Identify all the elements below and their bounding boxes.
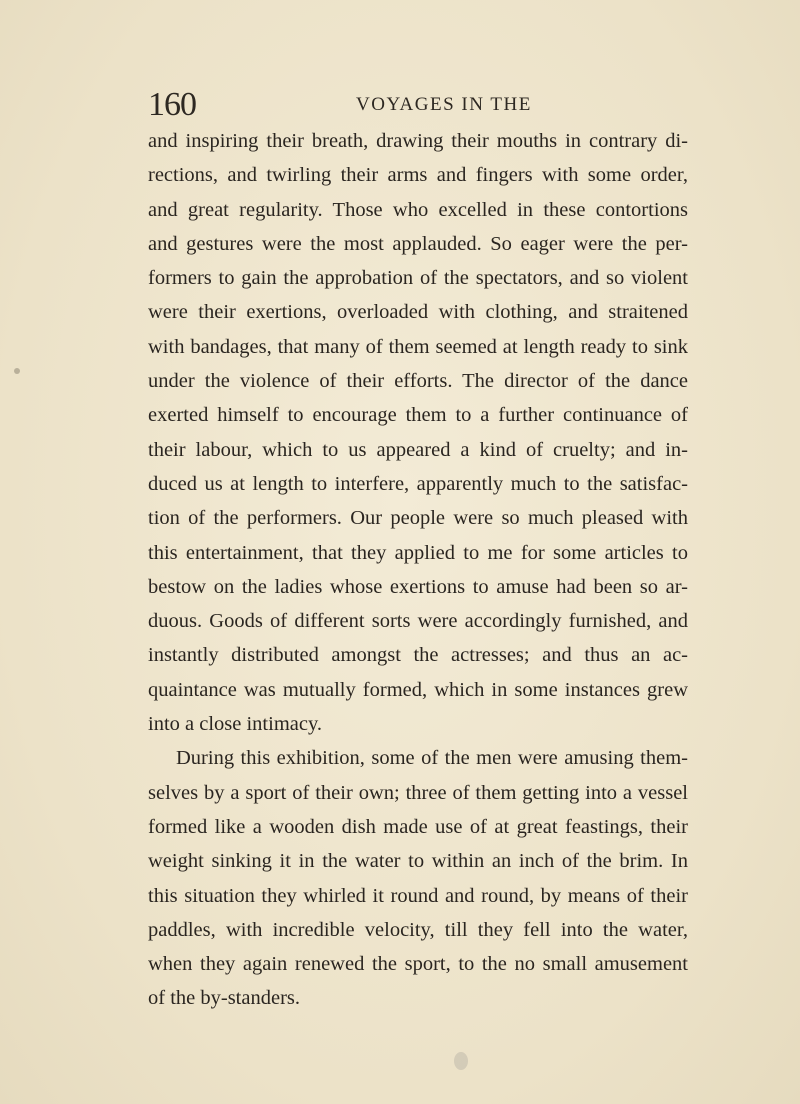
text-line: formed like a wooden dish made use of at great feastings, their: [148, 815, 688, 838]
text-line: this entertainment, that they applied to me for some articles to: [148, 541, 688, 564]
text-line: selves by a sport of their own; three of them getting into a vessel: [148, 781, 688, 804]
text-line: when they again renewed the sport, to the no small amusement: [148, 953, 688, 976]
text-line: tion of the performers. Our people were so much pleased with: [148, 507, 688, 530]
text-line: and inspiring their breath, drawing their mouths in contrary di-: [148, 130, 688, 152]
text-line: and great regularity. Those who excelled in these contortions: [148, 198, 688, 221]
text-line: weight sinking it in the water to within an inch of the brim. In: [148, 850, 688, 873]
page-header: [148, 86, 688, 126]
body-text: [148, 124, 688, 1016]
text-line: into a close intimacy.: [148, 713, 323, 736]
paper-spot: [454, 1052, 468, 1070]
text-line: instantly distributed amongst the actresses; and thus an ac-: [148, 644, 688, 667]
text-line: duous. Goods of different sorts were accordingly furnished, and: [148, 610, 688, 633]
text-line: with bandages, that many of them seemed at length ready to sink: [148, 335, 688, 358]
page-number: 160: [148, 86, 196, 123]
paper-spot: [14, 368, 20, 374]
text-line: their labour, which to us appeared a kind of cruelty; and in-: [148, 438, 688, 461]
running-title: VOYAGES IN THE: [356, 94, 532, 115]
text-line: were their exertions, overloaded with clothing, and straitened: [148, 301, 688, 324]
text-line: exerted himself to encourage them to a further continuance of: [148, 404, 688, 427]
text-line: quaintance was mutually formed, which in some instances grew: [148, 678, 688, 701]
text-line: duced us at length to interfere, apparently much to the satisfac-: [148, 472, 688, 495]
text-line: rections, and twirling their arms and fingers with some order,: [148, 164, 688, 187]
text-line: formers to gain the approbation of the spectators, and so violent: [148, 267, 688, 290]
text-line: this situation they whirled it round and round, by means of their: [148, 884, 688, 907]
text-line: paddles, with incredible velocity, till they fell into the water,: [148, 918, 688, 941]
text-line: under the violence of their efforts. The director of the dance: [148, 370, 688, 393]
text-line: of the by-standers.: [148, 987, 300, 1010]
text-line: bestow on the ladies whose exertions to amuse had been so ar-: [148, 575, 688, 598]
text-line: and gestures were the most applauded. So eager were the per-: [148, 232, 688, 255]
text-line: During this exhibition, some of the men were amusing them-: [176, 747, 688, 770]
